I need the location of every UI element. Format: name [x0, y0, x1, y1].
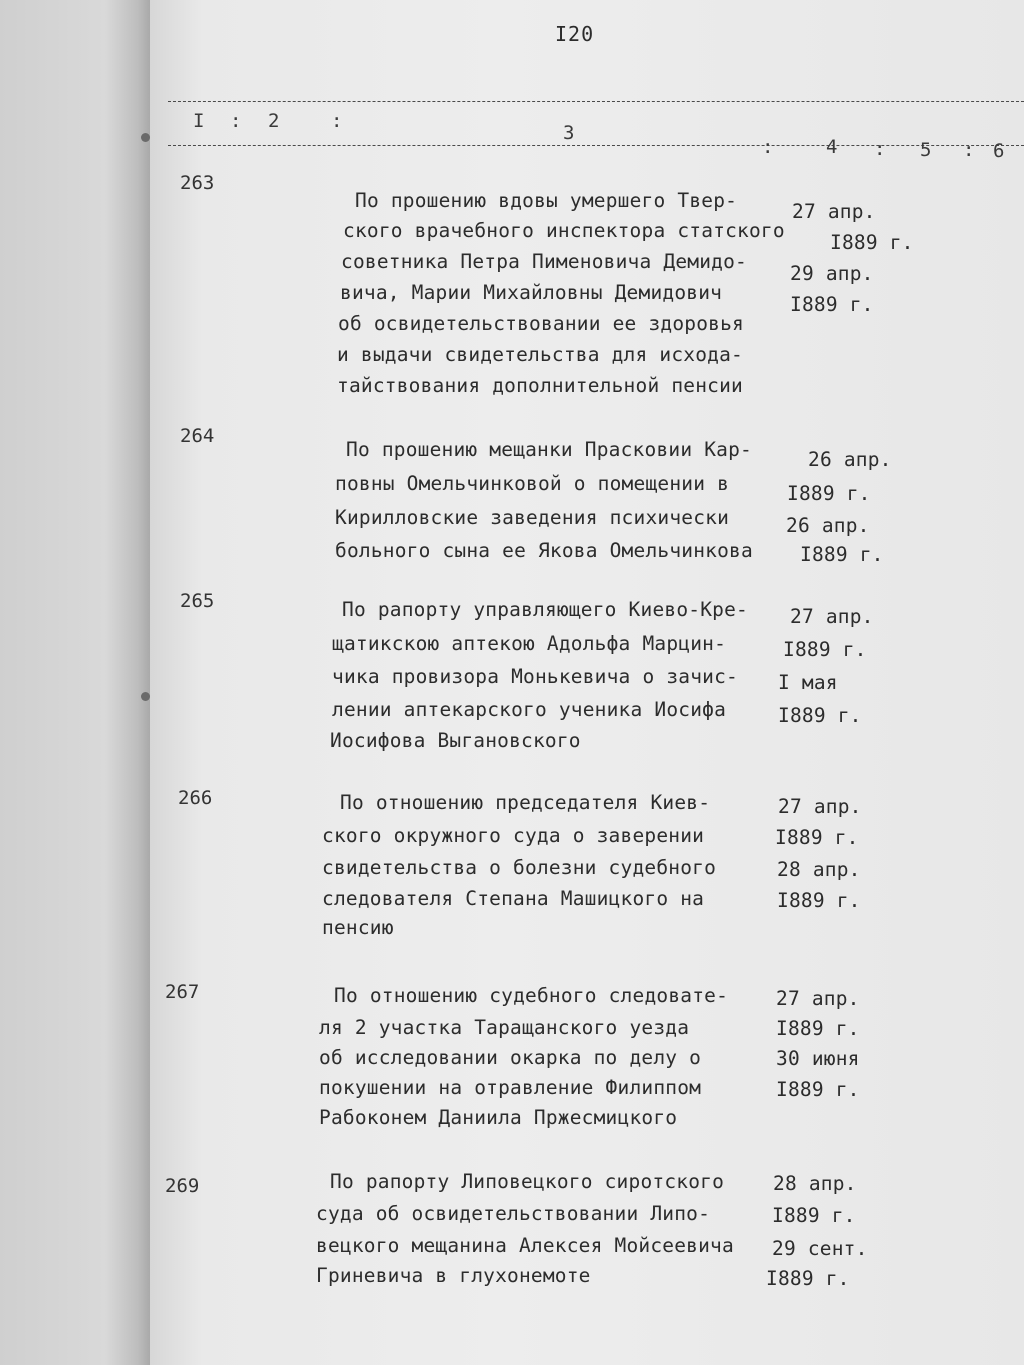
entry-date: I889 г.	[766, 1267, 850, 1290]
entry-text-line: вецкого мещанина Алексея Мойсеевича	[316, 1234, 734, 1257]
entry-text-line: Кирилловские заведения психически	[335, 506, 730, 529]
entry-date: 28 апр.	[773, 1172, 857, 1195]
column-label: I	[193, 110, 205, 132]
entry-text-line: По рапорту Липовецкого сиротского	[330, 1170, 725, 1193]
entry-text-line: повны Омельчинковой о помещении в	[335, 472, 730, 495]
entry-text-line: пенсию	[322, 916, 394, 939]
entry-date: 26 апр.	[808, 448, 892, 471]
entry-text-line: следователя Степана Машицкого на	[322, 887, 705, 910]
entry-text-line: об исследовании окарка по делу о	[319, 1046, 702, 1069]
entry-date: I889 г.	[783, 638, 867, 661]
entry-text-line: щатикскою аптекою Адольфа Марцин-	[332, 632, 727, 655]
entry-text-line: вича, Марии Михайловны Демидович	[340, 281, 723, 304]
entry-text-line: свидетельства о болезни судебного	[322, 856, 717, 879]
entry-text-line: По отношению судебного следовате-	[334, 984, 729, 1007]
header-rule-bottom	[168, 145, 1024, 146]
entry-date: 27 апр.	[776, 987, 860, 1010]
entry-date: 30 июня	[776, 1047, 860, 1070]
binding-hole	[141, 133, 150, 142]
page-number: I20	[555, 22, 595, 46]
entry-number: 265	[180, 590, 215, 612]
entry-date: I889 г.	[790, 293, 874, 316]
entry-date: I889 г.	[776, 1078, 860, 1101]
book-binding-edge	[0, 0, 150, 1365]
header-rule-top	[168, 101, 1024, 102]
entry-text-line: чика провизора Монькевича о зачис-	[332, 665, 738, 688]
entry-text-line: По отношению председателя Киев-	[340, 791, 711, 814]
entry-text-line: советника Петра Пименовича Демидо-	[341, 250, 747, 273]
entry-text-line: и выдачи свидетельства для исхода-	[337, 343, 743, 366]
entry-date: 27 апр.	[790, 605, 874, 628]
entry-date: 26 апр.	[786, 514, 870, 537]
column-label: 2	[268, 110, 280, 132]
column-label: 6	[993, 140, 1005, 162]
column-label: 4	[826, 136, 838, 158]
column-separator: :	[874, 138, 886, 160]
entry-date: I889 г.	[777, 889, 861, 912]
entry-date: 28 апр.	[777, 858, 861, 881]
column-label: 5	[920, 139, 932, 161]
entry-text-line: покушении на отравление Филиппом	[319, 1076, 702, 1099]
entry-text-line: ля 2 участка Таращанского уезда	[319, 1016, 690, 1039]
entry-date: I мая	[778, 671, 838, 694]
column-separator: :	[762, 136, 774, 158]
entry-text-line: суда об освидетельствовании Липо-	[316, 1202, 711, 1225]
entry-date: 27 апр.	[792, 200, 876, 223]
entry-text-line: больного сына ее Якова Омельчинкова	[335, 539, 753, 562]
column-separator: :	[230, 110, 242, 132]
entry-date: I889 г.	[787, 482, 871, 505]
entry-text-line: об освидетельствовании ее здоровья	[338, 312, 744, 335]
binding-hole	[141, 692, 150, 701]
entry-number: 267	[165, 981, 200, 1003]
entry-date: I889 г.	[772, 1204, 856, 1227]
entry-date: 27 апр.	[778, 795, 862, 818]
column-separator: :	[331, 110, 343, 132]
entry-text-line: Рабоконем Даниила Пржесмицкого	[319, 1106, 678, 1129]
entry-date: 29 сент.	[772, 1237, 868, 1260]
entry-text-line: лении аптекарского ученика Иосифа	[332, 698, 727, 721]
entry-text-line: Гриневича в глухонемоте	[316, 1264, 591, 1287]
entry-text-line: ского окружного суда о заверении	[322, 824, 705, 847]
entry-number: 263	[180, 172, 215, 194]
entry-date: I889 г.	[775, 826, 859, 849]
entry-text-line: По прошению мещанки Прасковии Кар-	[346, 438, 752, 461]
entry-date: I889 г.	[830, 231, 914, 254]
entry-date: I889 г.	[778, 704, 862, 727]
entry-text-line: Иосифова Выгановского	[330, 729, 581, 752]
entry-date: I889 г.	[776, 1017, 860, 1040]
entry-text-line: тайствования дополнительной пенсии	[337, 374, 743, 397]
entry-text-line: По рапорту управляющего Киево-Кре-	[342, 598, 748, 621]
entry-text-line: ского врачебного инспектора статского	[343, 219, 785, 242]
entry-date: I889 г.	[800, 543, 884, 566]
entry-number: 266	[178, 787, 213, 809]
entry-date: 29 апр.	[790, 262, 874, 285]
column-separator: :	[963, 139, 975, 161]
entry-number: 264	[180, 425, 215, 447]
entry-text-line: По прошению вдовы умершего Твер-	[355, 189, 738, 212]
entry-number: 269	[165, 1175, 200, 1197]
column-label: 3	[563, 122, 575, 144]
